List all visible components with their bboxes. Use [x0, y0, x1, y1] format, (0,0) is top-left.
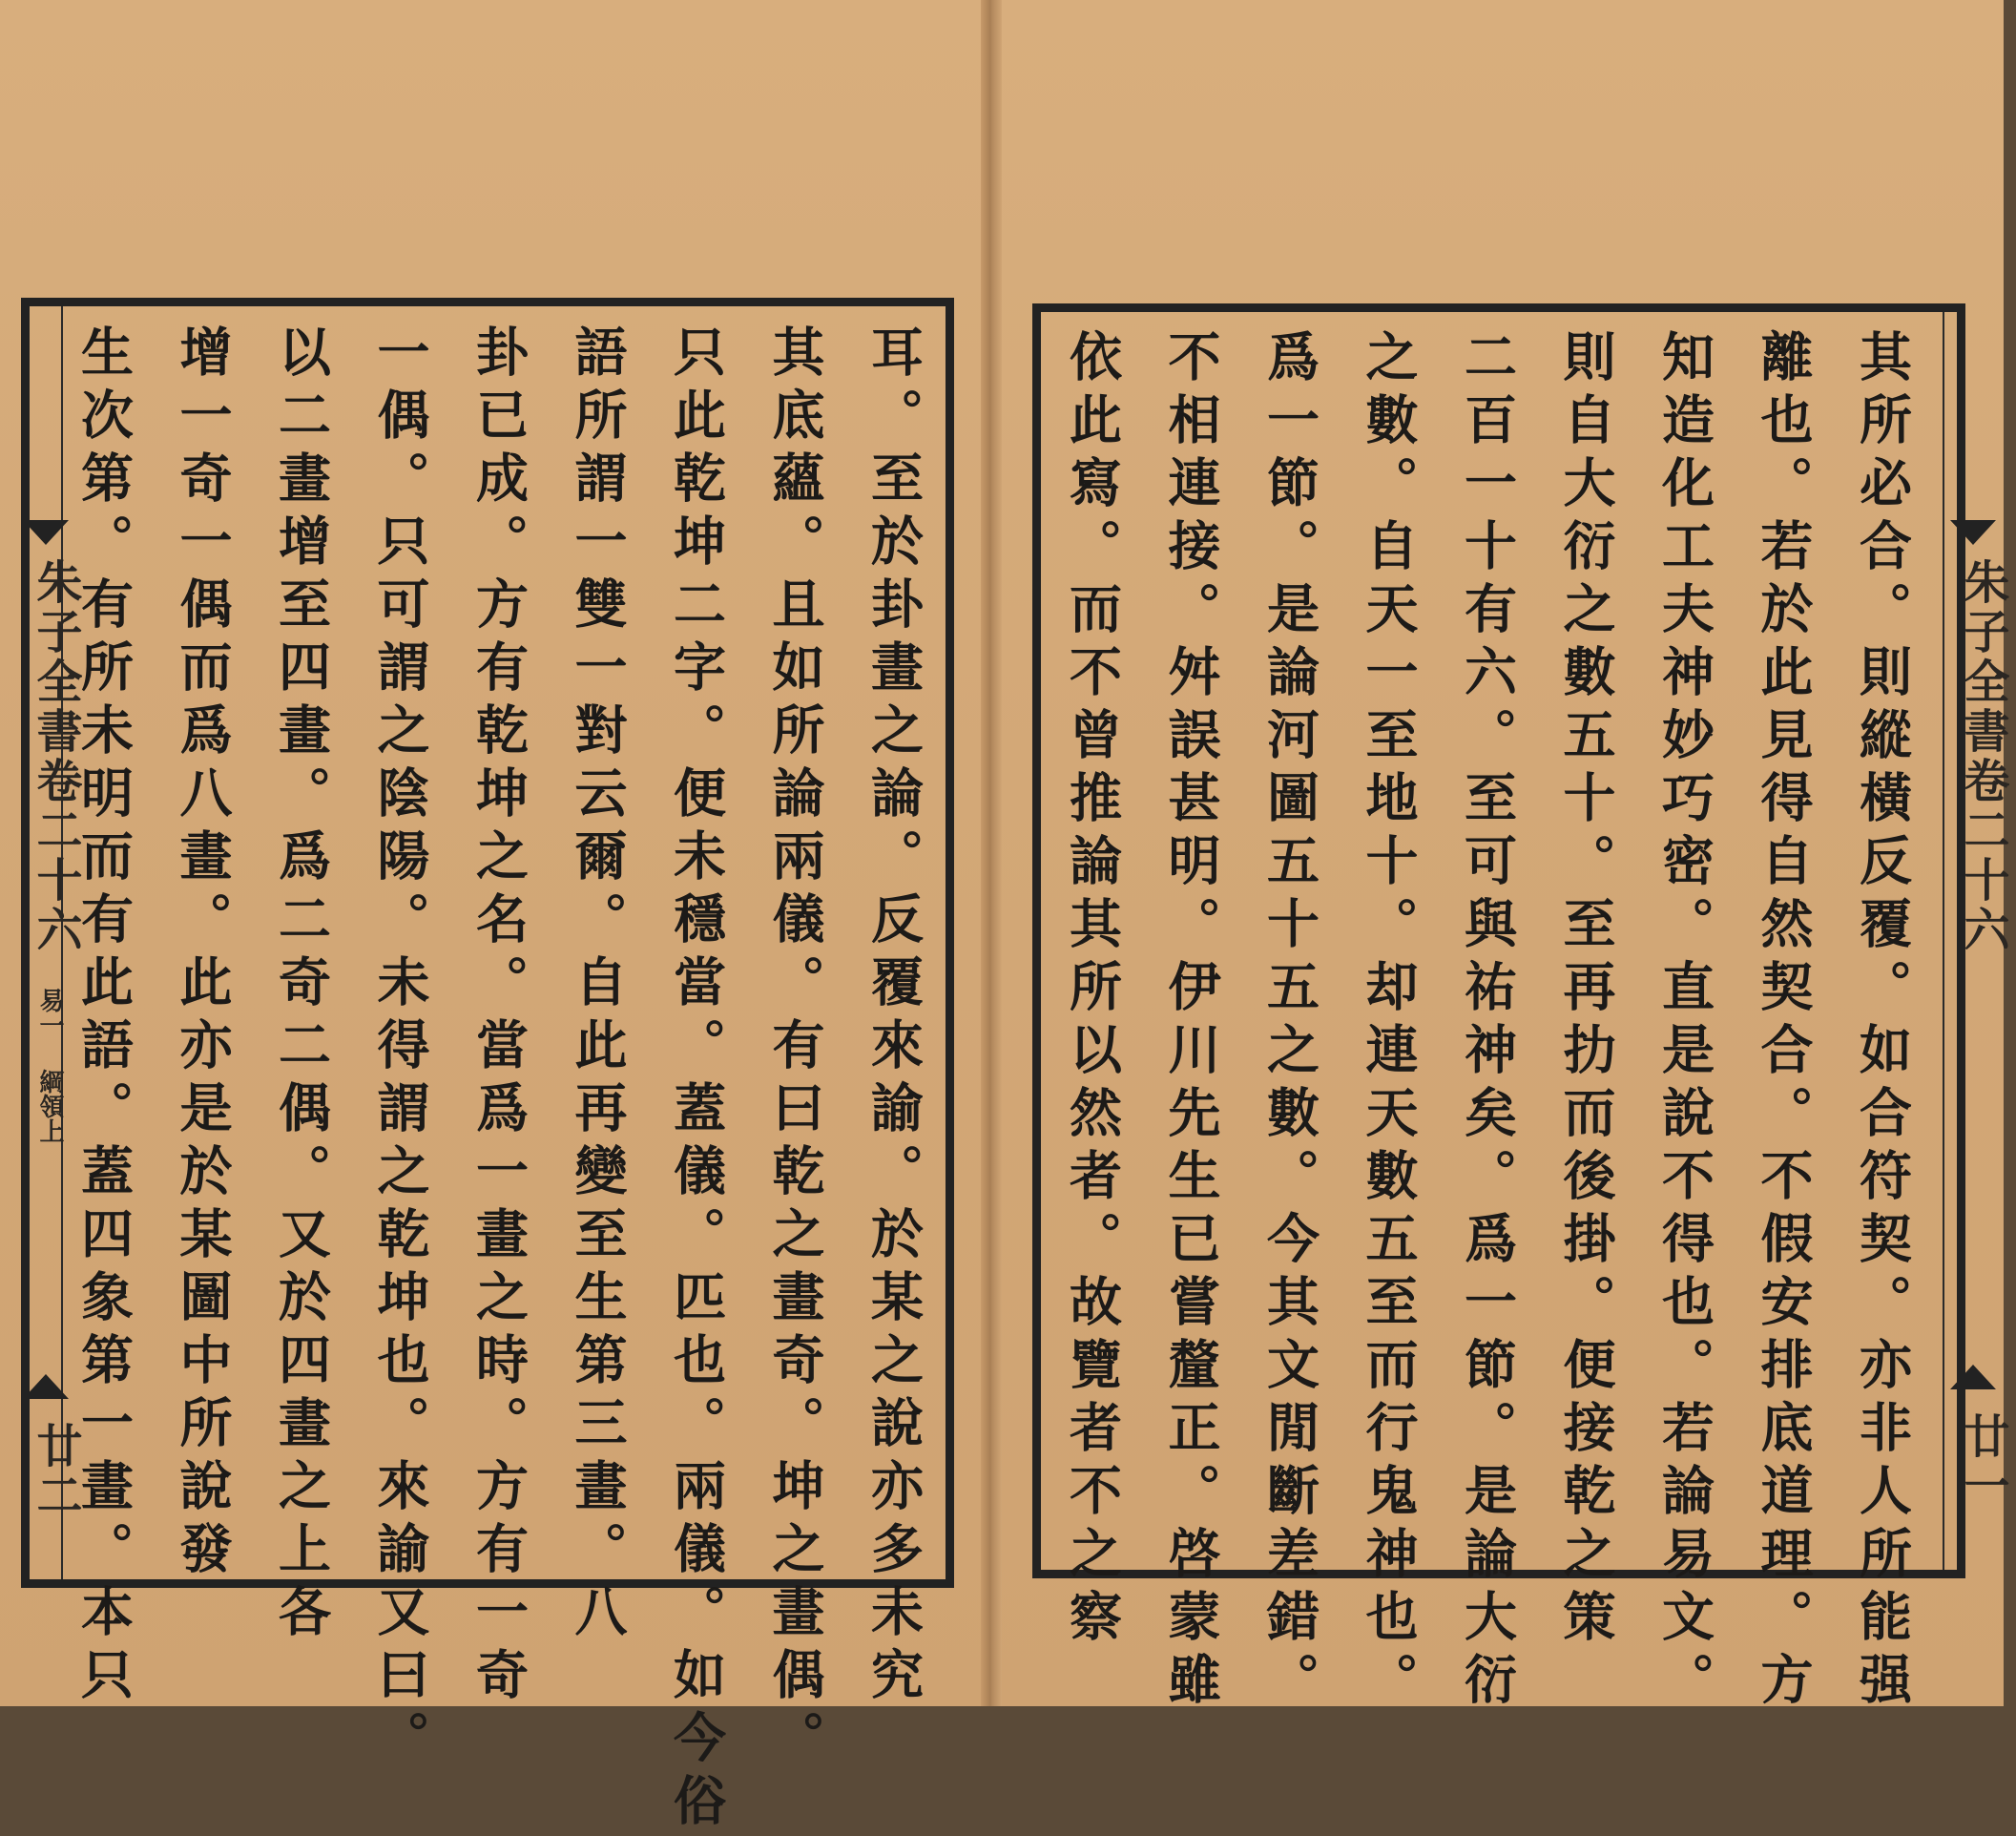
- left-margin-chapter: 綱領上: [35, 1069, 64, 1143]
- text-column: 則自大衍之數五十。至再扐而後掛。便接乾之策: [1554, 329, 1617, 1652]
- left-margin-leaf: 廿二: [29, 1422, 82, 1521]
- text-column: 卦已成。方有乾坤之名。當爲一畫之時。方有一奇: [468, 324, 530, 1710]
- text-column: 一偶。只可謂之陰陽。未得謂之乾坤也。來諭又曰。: [368, 324, 431, 1773]
- text-column: 知造化工夫神妙巧密。直是說不得也。若論易文。: [1653, 329, 1715, 1715]
- fishtail-top-icon: [1950, 520, 1996, 545]
- text-column: 依此寫。而不曾推論其所以然者。故覽者不之察: [1061, 329, 1123, 1652]
- left-margin-title: 朱子全書卷二十六: [29, 558, 82, 955]
- text-column: 爲一節。是論河圖五十五之數。今其文閒斷差錯。: [1258, 329, 1320, 1715]
- right-margin-band: [1950, 315, 2009, 1575]
- right-margin-title: 朱子全書卷二十六: [1956, 558, 2009, 955]
- left-margin-section: 易一: [35, 988, 64, 1037]
- text-column: 生次第。有所未明而有此語。蓋四象第一畫。本只: [73, 324, 135, 1710]
- text-column: 增一奇一偶而爲八畫。此亦是於某圖中所說發: [171, 324, 234, 1584]
- right-margin-rule: [1943, 312, 1944, 1570]
- text-column: 耳。至於卦畫之論。反覆來諭。於某之說亦多未究: [863, 324, 925, 1710]
- text-column: 離也。若於此見得自然契合。不假安排底道理。方: [1752, 329, 1815, 1715]
- text-column: 二百一十有六。至可與祐神矣。爲一節。是論大衍: [1456, 329, 1518, 1715]
- left-text-columns: [59, 324, 937, 1836]
- fishtail-bottom-icon: [1950, 1365, 1996, 1389]
- book-gutter: [981, 0, 1002, 1706]
- right-text-columns: [1048, 329, 1925, 1715]
- text-column: 其所必合。則縱橫反覆。如合符契。亦非人所能强: [1851, 329, 1913, 1715]
- text-column: 以二畫增至四畫。爲二奇二偶。又於四畫之上各: [270, 324, 332, 1647]
- right-margin-leaf: 廿一: [1956, 1412, 2009, 1512]
- text-column: 其底蘊。且如所論兩儀。有曰乾之畫奇。坤之畫偶。: [763, 324, 826, 1773]
- text-column: 之數。自天一至地十。却連天數五至而行鬼神也。: [1357, 329, 1420, 1715]
- text-column: 只此乾坤二字。便未穩當。蓋儀。匹也。兩儀。如今俗: [665, 324, 727, 1836]
- text-column: 不相連接。舛誤甚明。伊川先生已嘗釐正。啓蒙雖: [1159, 329, 1222, 1715]
- text-column: 語所謂一雙一對云爾。自此再變至生第三畫。八: [566, 324, 629, 1647]
